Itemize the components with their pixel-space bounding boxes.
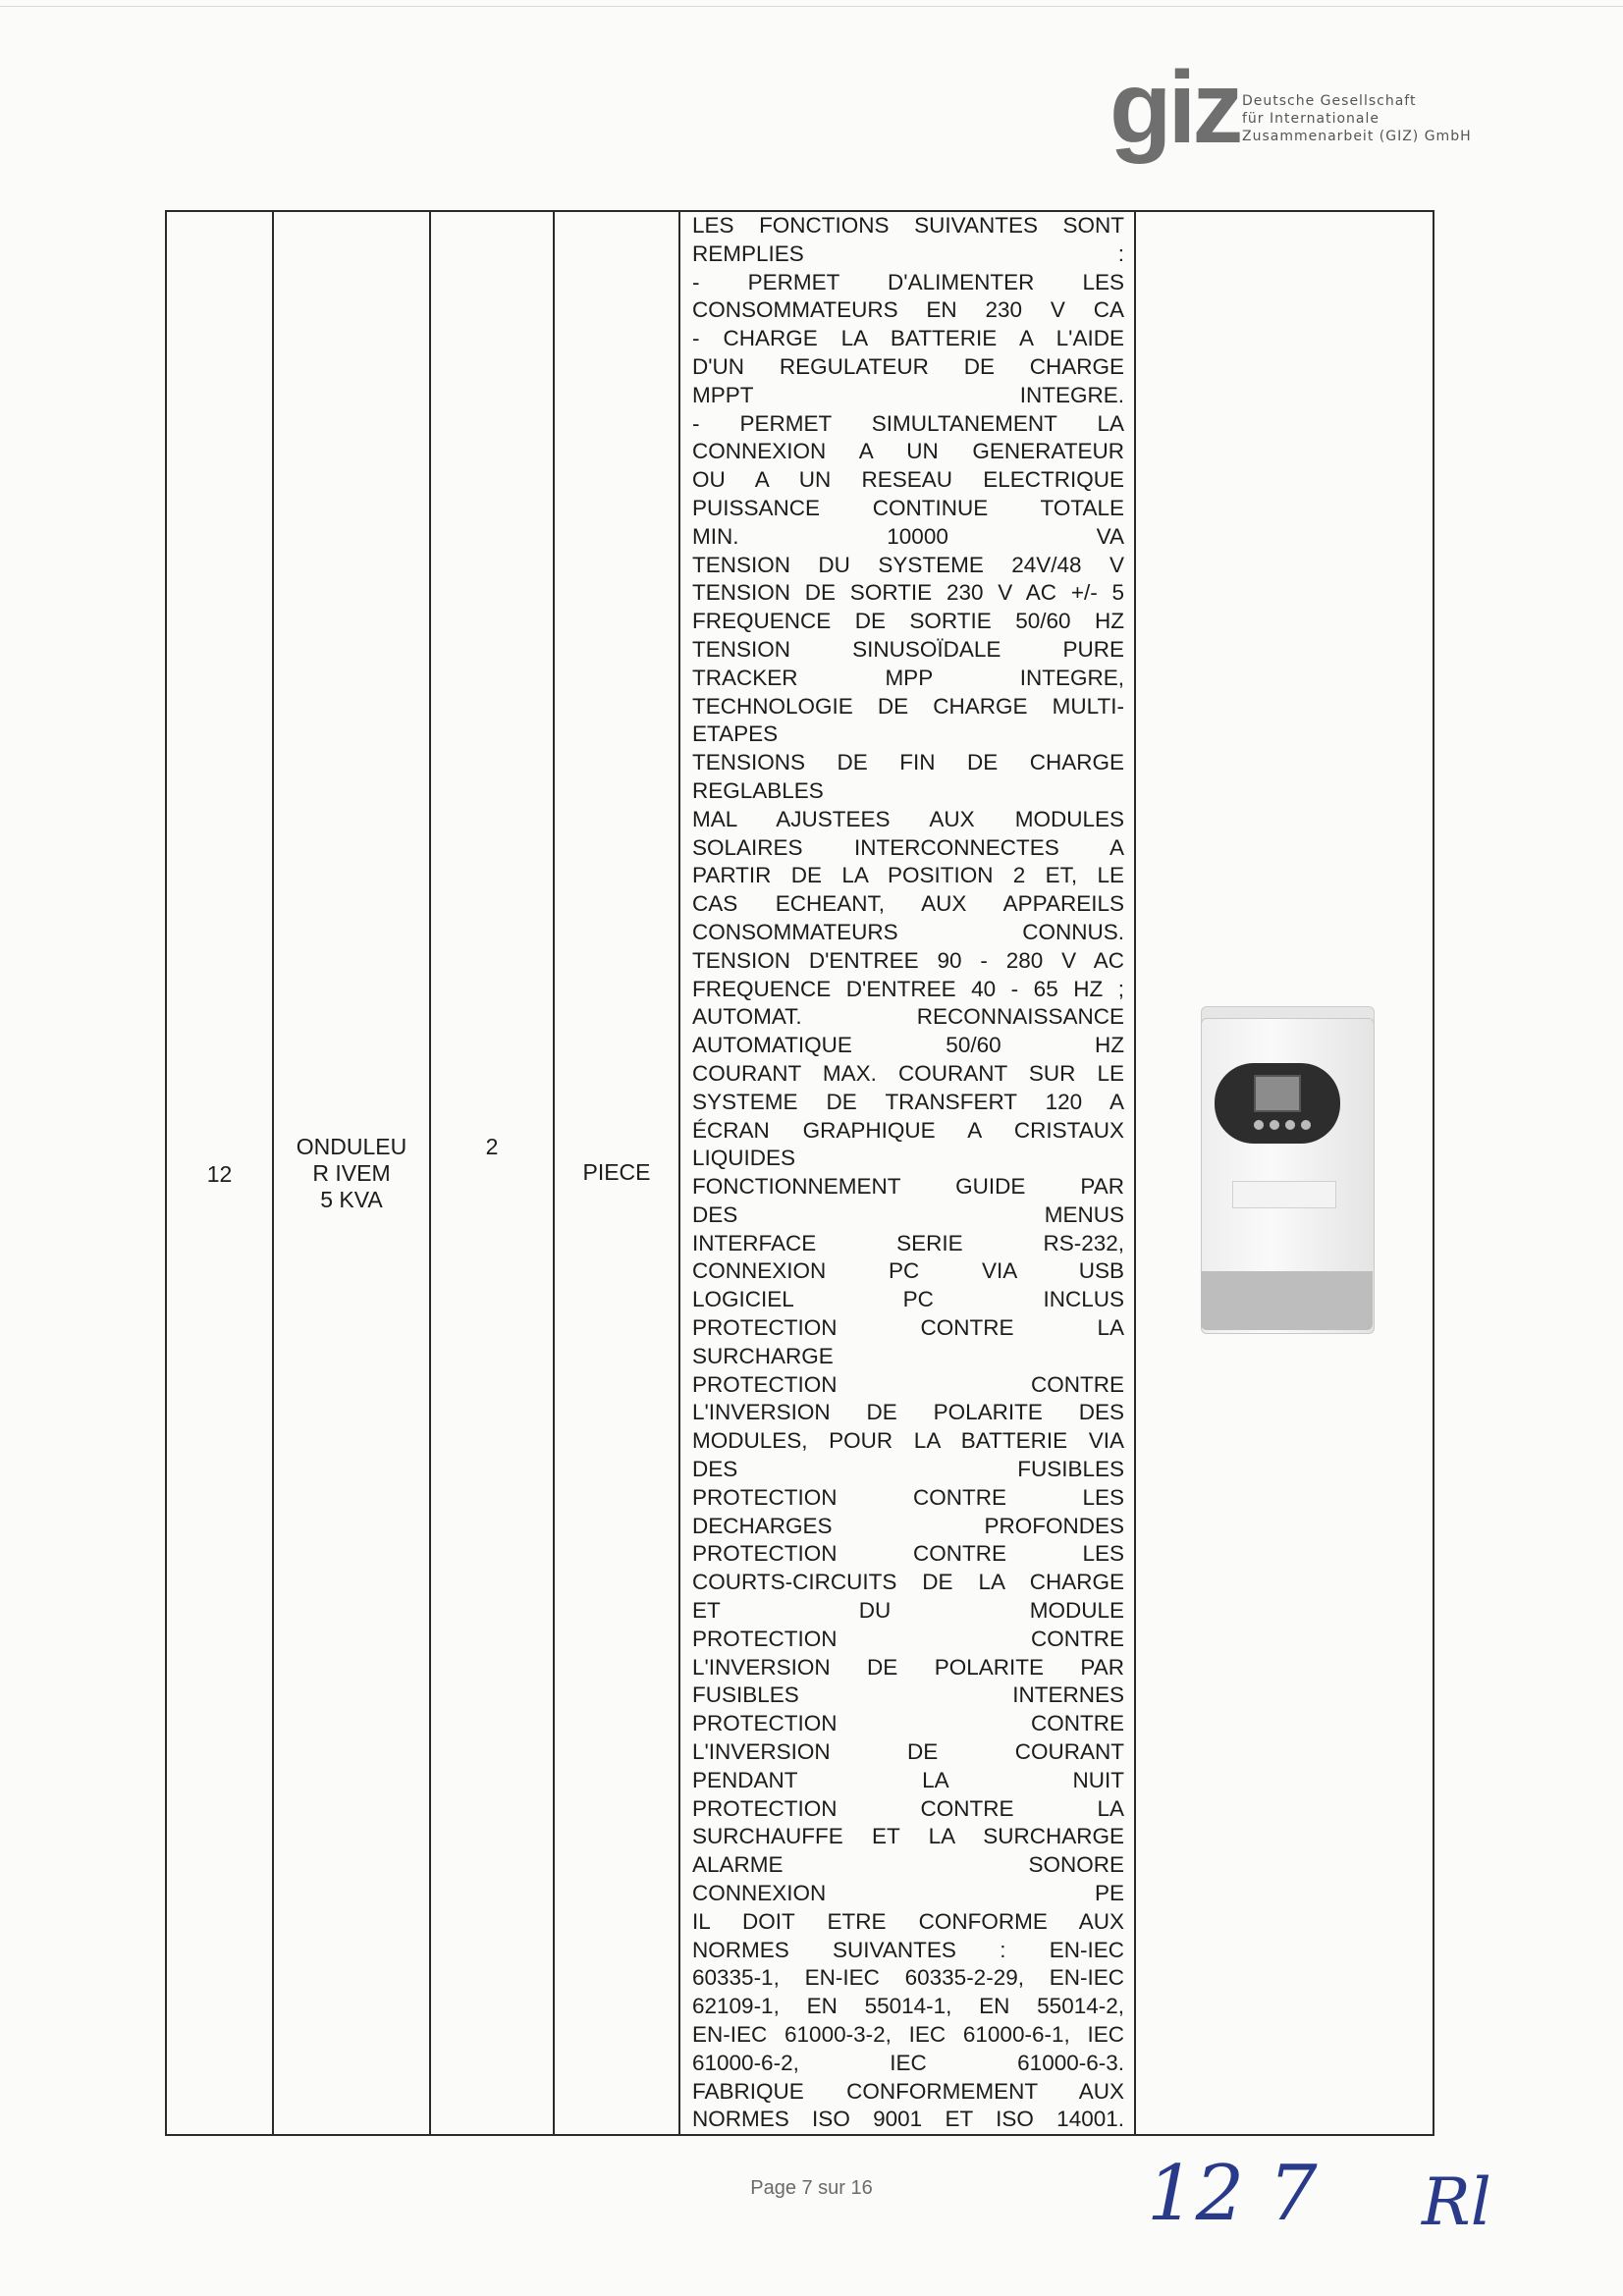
description-line: DES FUSIBLES — [692, 1457, 1124, 1482]
item-unit: PIECE — [582, 1158, 651, 1185]
description-line: AUTOMATIQUE 50/60 HZ — [692, 1033, 1124, 1058]
description-line: SOLAIRES INTERCONNECTES A — [692, 834, 1124, 860]
specification-table — [165, 210, 1434, 2136]
description-line: TRACKER MPP INTEGRE, — [692, 665, 1124, 690]
description-line: AUTOMAT. RECONNAISSANCE — [692, 1004, 1124, 1030]
description-line: 60335-1, EN-IEC 60335-2-29, EN-IEC — [692, 1965, 1124, 1991]
description-line: PROTECTION CONTRE LES — [692, 1484, 1124, 1510]
description-line: LIQUIDES — [692, 1146, 796, 1171]
description-cell — [679, 211, 1135, 2135]
description-line: PROTECTION CONTRE LES — [692, 1541, 1124, 1567]
description-line: FABRIQUE CONFORMEMENT AUX — [692, 2078, 1124, 2104]
designation-cell — [273, 211, 430, 2135]
designation-line: 5 KVA — [320, 1186, 383, 1212]
description-line: SURCHARGE — [692, 1343, 834, 1368]
description-line: FUSIBLES INTERNES — [692, 1682, 1124, 1708]
page-number: Page 7 sur 16 — [750, 2177, 873, 2199]
description-line: MAL AJUSTEES AUX MODULES — [692, 806, 1124, 831]
description-line: - PERMET D'ALIMENTER LES — [692, 269, 1124, 294]
description-line: INTERFACE SERIE RS-232, — [692, 1230, 1124, 1255]
description-line: MODULES, POUR LA BATTERIE VIA — [692, 1428, 1124, 1454]
description-line: FREQUENCE DE SORTIE 50/60 HZ — [692, 609, 1124, 634]
description-line: PROTECTION CONTRE — [692, 1626, 1124, 1651]
description-line: ET DU MODULE — [692, 1598, 1124, 1624]
org-line: Zusammenarbeit (GIZ) GmbH — [1242, 129, 1472, 144]
handwritten-number: 12 7 — [1147, 2150, 1318, 2238]
description-line: SYSTEME DE TRANSFERT 120 A — [692, 1089, 1124, 1114]
description-line: L'INVERSION DE COURANT — [692, 1739, 1124, 1765]
inverter-image — [1181, 1006, 1387, 1340]
description-line: TENSION SINUSOÏDALE PURE — [692, 636, 1124, 662]
description-line: LOGICIEL PC INCLUS — [692, 1287, 1124, 1312]
item-number-cell — [166, 211, 273, 2135]
description-line: L'INVERSION DE POLARITE PAR — [692, 1654, 1124, 1680]
description-line: PROTECTION CONTRE LA — [692, 1795, 1124, 1821]
inverter-label-plate — [1232, 1181, 1336, 1208]
description-line: PARTIR DE LA POSITION 2 ET, LE — [692, 863, 1124, 888]
description-line: 61000-6-2, IEC 61000-6-3. — [692, 2050, 1124, 2075]
image-cell — [1135, 211, 1434, 2135]
description-line: TENSION DE SORTIE 230 V AC +/- 5 — [692, 580, 1124, 606]
description-line: ÉCRAN GRAPHIQUE A CRISTAUX — [692, 1117, 1124, 1143]
item-quantity: 2 — [485, 1134, 499, 1160]
description-line: COURANT MAX. COURANT SUR LE — [692, 1060, 1124, 1086]
description-line: LES FONCTIONS SUIVANTES SONT — [692, 213, 1124, 238]
description-line: PROTECTION CONTRE — [692, 1711, 1124, 1736]
description-line: L'INVERSION DE POLARITE DES — [692, 1400, 1124, 1425]
description-line: MPPT INTEGRE. — [692, 382, 1124, 407]
lcd-screen — [1254, 1075, 1301, 1112]
table-row — [166, 211, 1434, 2135]
description-line: REGLABLES — [692, 777, 824, 803]
description-line: CAS ECHEANT, AUX APPAREILS — [692, 891, 1124, 917]
description-line: - PERMET SIMULTANEMENT LA — [692, 410, 1124, 436]
quantity-cell — [430, 211, 554, 2135]
giz-org-name — [1242, 92, 1472, 145]
description-line: OU A UN RESEAU ELECTRIQUE — [692, 467, 1124, 493]
description-line: ETAPES — [692, 721, 779, 747]
handwritten-initials: Rl — [1422, 2164, 1491, 2240]
description-line: PENDANT LA NUIT — [692, 1767, 1124, 1792]
description-line: D'UN REGULATEUR DE CHARGE — [692, 353, 1124, 379]
description-line: PROTECTION CONTRE — [692, 1371, 1124, 1397]
description-line: CONNEXION A UN GENERATEUR — [692, 439, 1124, 464]
unit-cell — [554, 211, 679, 2135]
description-line: MIN. 10000 VA — [692, 523, 1124, 549]
description-line: DECHARGES PROFONDES — [692, 1513, 1124, 1538]
description-line: TENSIONS DE FIN DE CHARGE — [692, 750, 1124, 775]
giz-logo — [1109, 51, 1483, 165]
description-line: PUISSANCE CONTINUE TOTALE — [692, 495, 1124, 520]
description-line: DES MENUS — [692, 1201, 1124, 1227]
description-line: FREQUENCE D'ENTREE 40 - 65 HZ ; — [692, 976, 1124, 1001]
description-line: CONNEXION PC VIA USB — [692, 1258, 1124, 1284]
description-line: CONSOMMATEURS EN 230 V CA — [692, 297, 1124, 323]
description-line: REMPLIES : — [692, 240, 1124, 266]
org-line: Deutsche Gesellschaft — [1242, 93, 1417, 109]
item-designation — [274, 1134, 429, 1213]
description-line: ALARME SONORE — [692, 1852, 1124, 1878]
scan-edge — [0, 0, 1623, 7]
description-line: TECHNOLOGIE DE CHARGE MULTI- — [692, 693, 1124, 719]
description-line: PROTECTION CONTRE LA — [692, 1315, 1124, 1341]
org-line: für Internationale — [1242, 111, 1380, 127]
description-line: CONNEXION PE — [692, 1881, 1124, 1906]
giz-logo-mark: giz — [1109, 51, 1240, 165]
description-line: - CHARGE LA BATTERIE A L'AIDE — [692, 326, 1124, 351]
designation-line: R IVEM — [312, 1159, 391, 1186]
description-line: SURCHAUFFE ET LA SURCHARGE — [692, 1824, 1124, 1849]
description-line: TENSION DU SYSTEME 24V/48 V — [692, 552, 1124, 577]
item-number: 12 — [206, 1160, 233, 1187]
inverter-display-panel — [1215, 1063, 1340, 1144]
description-line: IL DOIT ETRE CONFORME AUX — [692, 1908, 1124, 1934]
description-line: COURTS-CIRCUITS DE LA CHARGE — [692, 1570, 1124, 1595]
description-line: 62109-1, EN 55014-1, EN 55014-2, — [692, 1994, 1124, 2019]
designation-line: ONDULEU — [296, 1133, 407, 1159]
description-line: EN-IEC 61000-3-2, IEC 61000-6-1, IEC — [692, 2022, 1124, 2047]
description-line: CONSOMMATEURS CONNUS. — [692, 919, 1124, 944]
description-line: FONCTIONNEMENT GUIDE PAR — [692, 1174, 1124, 1200]
description-line: TENSION D'ENTREE 90 - 280 V AC — [692, 947, 1124, 973]
description-line: NORMES ISO 9001 ET ISO 14001. — [692, 2107, 1124, 2132]
description-line: NORMES SUIVANTES : EN-IEC — [692, 1937, 1124, 1962]
item-description — [680, 212, 1134, 2134]
